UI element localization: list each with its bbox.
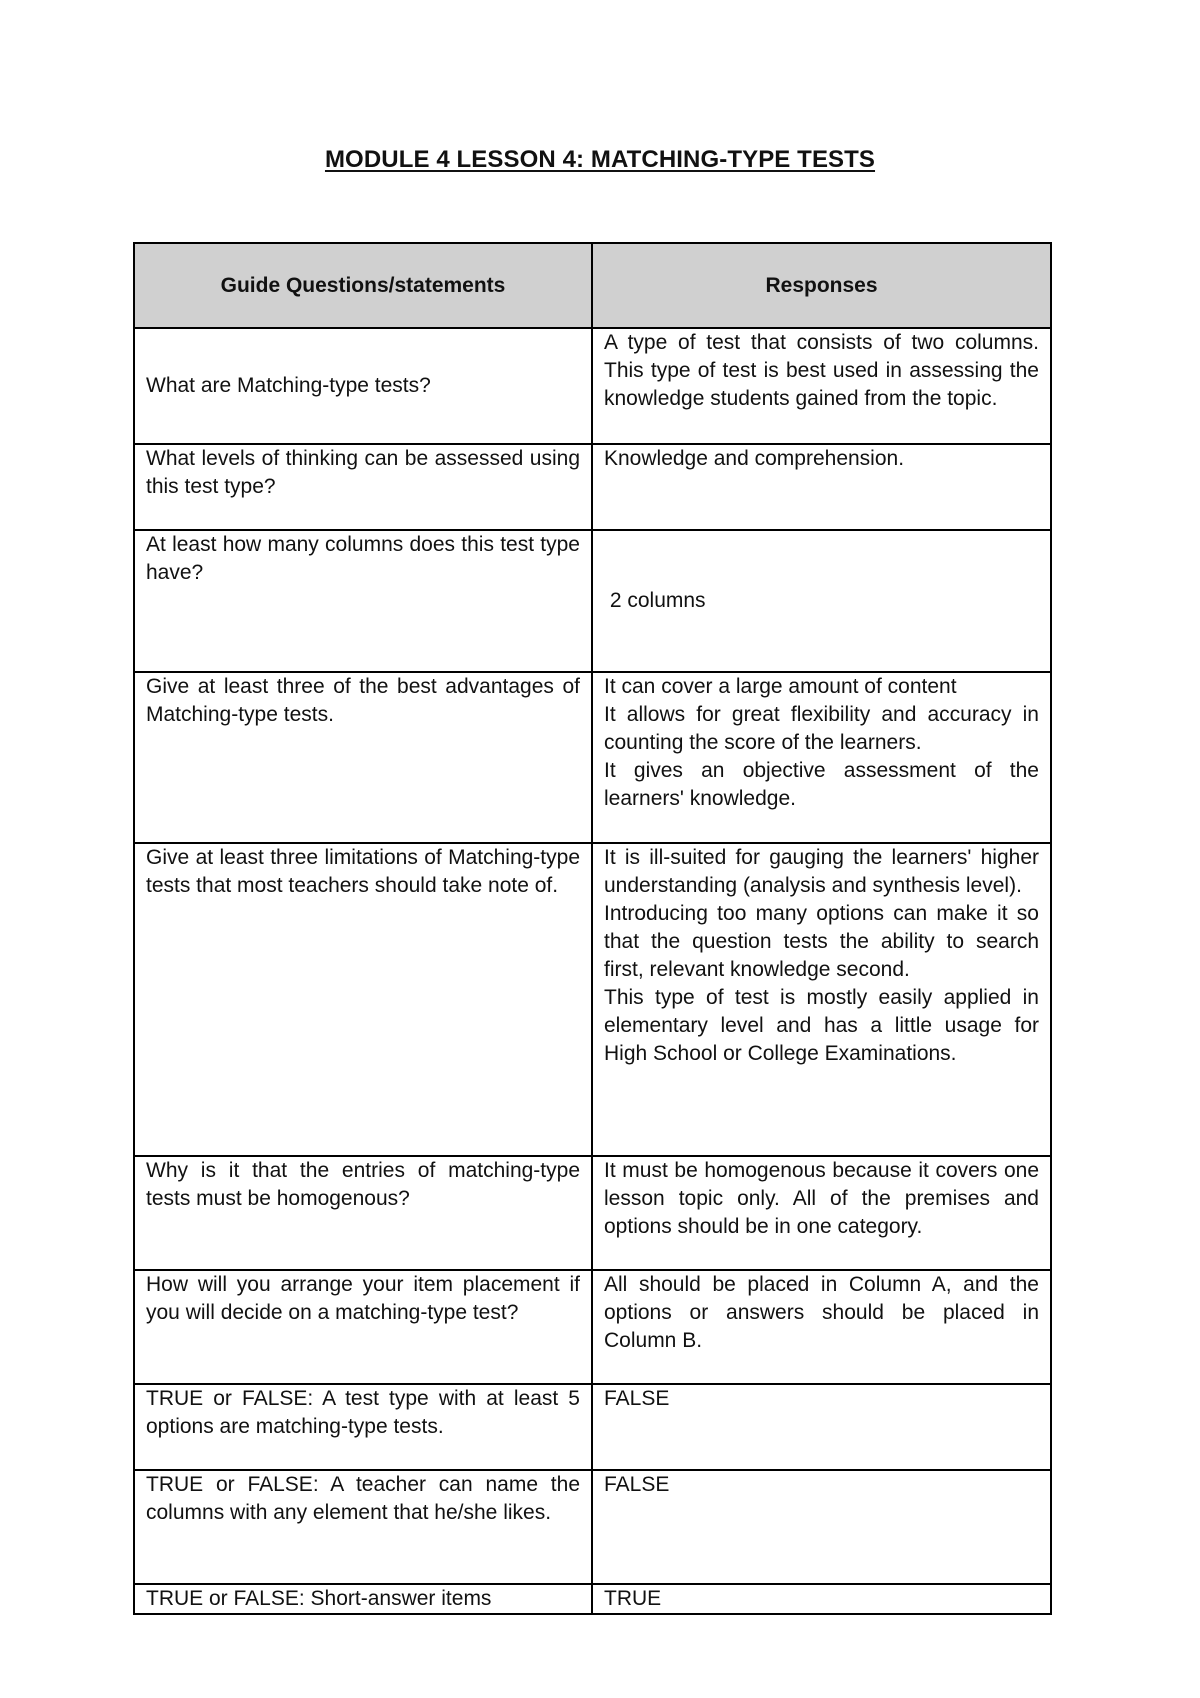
table-row	[134, 328, 1051, 444]
response-text: It gives an objective assessment of the learners' knowledge.	[604, 759, 1039, 810]
question-cell: At least how many columns does this test type have?	[134, 530, 592, 672]
question-cell: Give at least three of the best advantages of Matching-type tests.	[134, 672, 592, 843]
header-guide-questions: Guide Questions/statements	[134, 243, 592, 328]
question-cell: What levels of thinking can be assessed using this test type?	[134, 444, 592, 530]
question-cell: Give at least three limitations of Matching-type tests that most teachers should take note of.	[134, 843, 592, 1156]
response-text: It can cover a large amount of content	[604, 675, 957, 698]
header-responses: Responses	[592, 243, 1051, 328]
guide-questions-table	[133, 242, 1052, 1615]
question-cell: How will you arrange your item placement if you will decide on a matching-type test?	[134, 1270, 592, 1384]
response-cell	[592, 1470, 1051, 1584]
response-cell	[592, 843, 1051, 1156]
response-text: Knowledge and comprehension.	[604, 447, 905, 470]
response-cell	[592, 530, 1051, 672]
table-row	[134, 1156, 1051, 1270]
question-cell: TRUE or FALSE: Short-answer items	[134, 1584, 592, 1614]
response-cell	[592, 1156, 1051, 1270]
response-text: FALSE	[604, 1387, 670, 1410]
question-cell: What are Matching-type tests?	[134, 328, 592, 444]
table-header-row	[134, 243, 1051, 328]
question-cell: TRUE or FALSE: A test type with at least 5 options are matching-type tests.	[134, 1384, 592, 1470]
table-row	[134, 672, 1051, 843]
question-cell: TRUE or FALSE: A teacher can name the columns with any element that he/she likes.	[134, 1470, 592, 1584]
table-row	[134, 1270, 1051, 1384]
response-text: It is ill-suited for gauging the learners' higher understanding (analysis and synthesis level).	[604, 846, 1039, 897]
table-row	[134, 444, 1051, 530]
response-text: It allows for great flexibility and accuracy in counting the score of the learners.	[604, 703, 1039, 754]
response-cell	[592, 672, 1051, 843]
table-row	[134, 843, 1051, 1156]
question-cell: Why is it that the entries of matching-type tests must be homogenous?	[134, 1156, 592, 1270]
response-cell	[592, 444, 1051, 530]
table-row	[134, 1384, 1051, 1470]
response-text: Introducing too many options can make it so that the question tests the ability to search first, relevant knowledge second.	[604, 902, 1039, 981]
response-cell	[592, 328, 1051, 444]
response-text: TRUE	[604, 1587, 662, 1610]
response-text: 2 columns	[604, 589, 706, 612]
response-cell	[592, 1584, 1051, 1614]
table-row	[134, 530, 1051, 672]
response-text: All should be placed in Column A, and the options or answers should be placed in Column B.	[604, 1273, 1039, 1352]
table-row	[134, 1470, 1051, 1584]
response-text: This type of test is mostly easily applied in elementary level and has a little usage for High School or College Examinations.	[604, 986, 1039, 1065]
response-cell	[592, 1270, 1051, 1384]
table-row	[134, 1584, 1051, 1614]
response-text: A type of test that consists of two columns. This type of test is best used in assessing the knowledge students gained from the topic.	[604, 331, 1039, 410]
response-text: It must be homogenous because it covers one lesson topic only. All of the premises and options should be in one category.	[604, 1159, 1039, 1238]
response-cell	[592, 1384, 1051, 1470]
page-title: MODULE 4 LESSON 4: MATCHING-TYPE TESTS	[324, 146, 876, 173]
response-text: FALSE	[604, 1473, 670, 1496]
